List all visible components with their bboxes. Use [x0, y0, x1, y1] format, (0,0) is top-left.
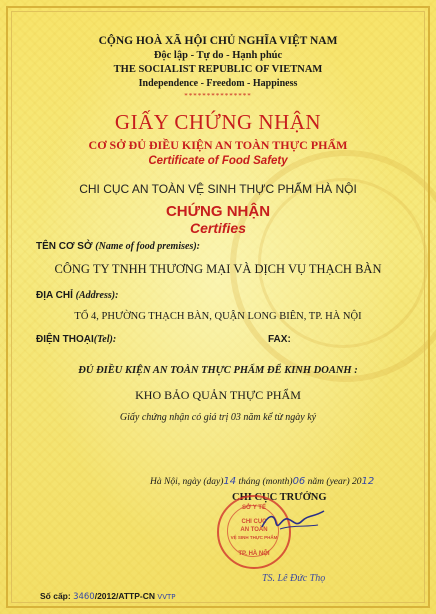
header-stars: ***************	[184, 92, 252, 100]
certificate-subtitle-vi: CƠ SỞ ĐỦ ĐIỀU KIỆN AN TOÀN THỰC PHẨM	[88, 138, 348, 152]
premises-name-label: TÊN CƠ SỞ (Name of food premises):	[36, 241, 200, 252]
address-label: ĐỊA CHỈ (Address):	[36, 290, 119, 301]
issue-month: 06	[292, 476, 306, 487]
issue-day: 14	[223, 476, 237, 487]
country-name-en: THE SOCIALIST REPUBLIC OF VIETNAM	[113, 64, 323, 75]
certificate-number-value: 3460	[73, 592, 95, 602]
condition-value: KHO BẢO QUẢN THỰC PHẨM	[135, 388, 301, 402]
certificate-title: GIẤY CHỨNG NHẬN	[114, 110, 322, 134]
certificate-number: Số cấp: 3460/2012/ATTP-CN VVTP	[40, 591, 176, 602]
motto-en: Independence - Freedom - Happiness	[138, 78, 298, 89]
certifies-vi: CHỨNG NHẬN	[165, 203, 271, 220]
signatory-title: CHI CỤC TRƯỞNG	[232, 492, 327, 503]
issuing-authority: CHI CỤC AN TOÀN VỆ SINH THỰC PHẨM HÀ NỘI	[79, 182, 357, 196]
condition-heading: ĐỦ ĐIỀU KIỆN AN TOÀN THỰC PHẨM ĐỂ KINH DOANH :	[78, 365, 358, 376]
handwritten-signature	[258, 505, 328, 535]
premises-name-value: CÔNG TY TNHH THƯƠNG MẠI VÀ DỊCH VỤ THẠCH BÀN	[54, 262, 382, 276]
official-red-stamp: SỞ Y TẾ CHI CỤC AN TOÀN VỆ SINH THỰC PHẨM TP. HÀ NỘI	[217, 495, 291, 569]
issue-year: 12	[361, 476, 375, 487]
phone-label: ĐIỆN THOẠI(Tel):	[36, 334, 117, 345]
certifies-en: Certifies	[189, 220, 247, 236]
certificate-subtitle-en: Certificate of Food Safety	[148, 155, 288, 167]
country-name-vi: CỘNG HOÀ XÃ HỘI CHỦ NGHĨA VIỆT NAM	[98, 35, 338, 47]
validity-note: Giấy chứng nhận có giá trị 03 năm kể từ ngày ký	[119, 412, 317, 423]
fax-label: FAX:	[268, 334, 291, 345]
motto-vi: Độc lập - Tự do - Hạnh phúc	[153, 50, 283, 61]
address-value: TỔ 4, PHƯỜNG THẠCH BÀN, QUẬN LONG BIÊN, TP. HÀ NỘI	[74, 311, 362, 322]
issue-date-line: Hà Nội, ngày (day)14 tháng (month)06 năm (year) 2012	[150, 476, 375, 487]
signatory-name: TS. Lê Đức Thọ	[262, 573, 326, 584]
